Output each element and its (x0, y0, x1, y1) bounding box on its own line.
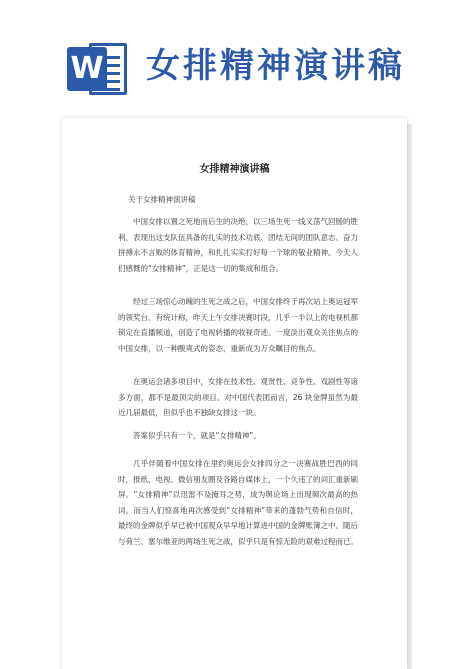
document-page (62, 118, 407, 669)
paragraph-4: 答案似乎只有一个，就是“女排精神”。 (133, 431, 261, 440)
header-banner (0, 0, 474, 118)
paragraph-1: 中国女排以置之死地而后生的决绝，以三场生死一线又荡气回肠的胜利，表现出这支队伍具备的扎实的技术功底、团结无间的团队意志、奋力拼搏永不言败的体育精神，和扎扎实实打好每一个球的敬业精神。今天人们感慨的“女排精神”，正是这一切的集成和组合。 (118, 217, 358, 273)
paragraph-5: 几乎伴随着中国女排在里约奥运会女排四分之一决赛战胜巴西的同时，报纸、电视、微信朋友圈及各路自媒体上，一个久违了的词汇重新刷屏。“女排精神”以迅雷不及掩耳之势，成为舆论场上出现频次最高的热词。而当人们惊喜地再次感受到“女排精神”带来的蓬勃气势和自信时，最终的金牌似乎早已被中国观众早早地计算进中国的金牌账簿之中。随后与荷兰、塞尔维亚的两场生死之战，似乎只是有惊无险的艰难过程而已。 (118, 459, 358, 546)
paragraph-2: 经过三场惊心动魄的生死之战之后，中国女排终于再次站上奥运冠军的领奖台。有统计称，昨天上午女排决赛时段，几乎一半以上的电视机都锁定在直播频道，创造了电视转播的收视奇迹。一度淡出观众关注焦点的中国女排，以一种酸爽式的姿态，重新成为万众瞩目的焦点。 (118, 297, 358, 353)
word-badge: W (67, 47, 107, 91)
document-heading: 女排精神演讲稿 (199, 164, 270, 175)
word-document-icon (67, 37, 129, 99)
paragraph-3: 在奥运会诸多项目中，女排在技术性、观赏性、竞争性、戏剧性等诸多方面，都不是最顶尖的项目。对中国代表团而言，26 块金牌虽然为最近几届最低，但似乎也不独缺女排这一块。 (118, 377, 358, 417)
document-subtitle: 关于女排精神演讲稿 (128, 195, 196, 204)
page-title: 女排精神演讲稿 (146, 46, 405, 86)
